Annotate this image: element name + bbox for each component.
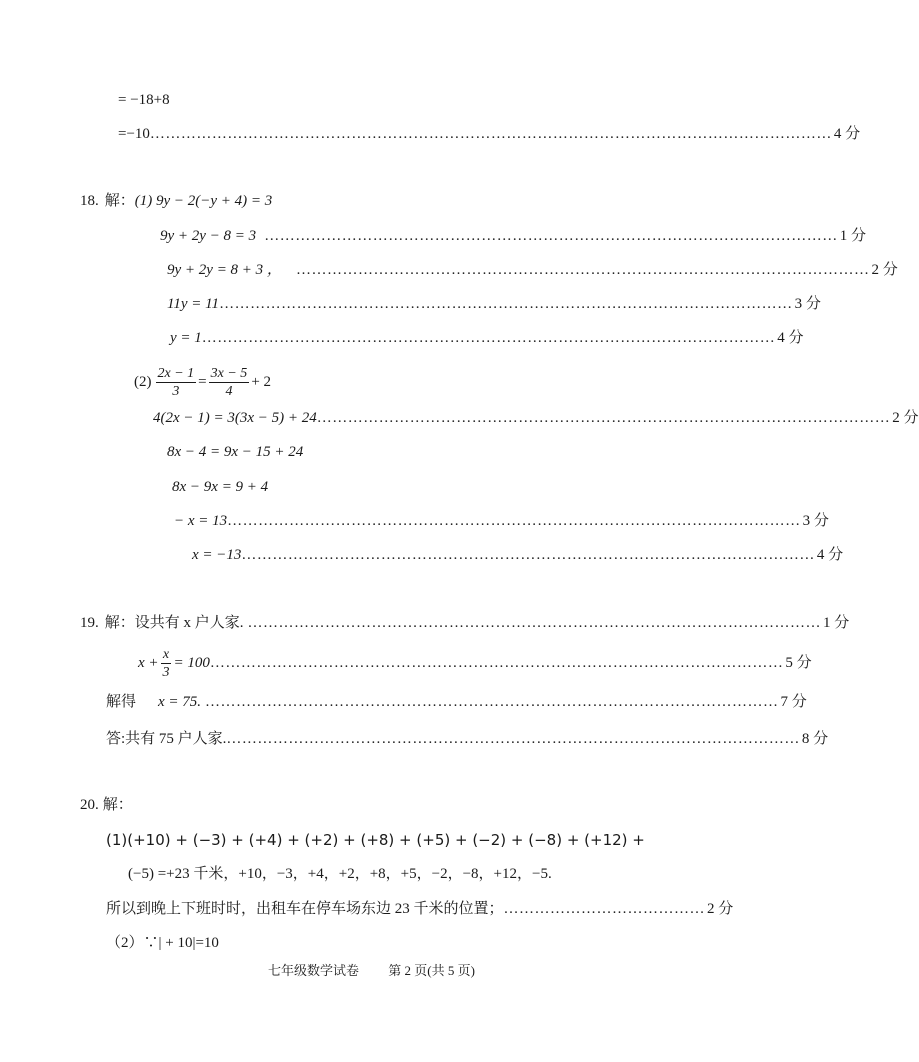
rhs-tail: + 2 xyxy=(251,374,272,390)
step-expr: 9y + 2y = 8 + 3 ， xyxy=(167,262,282,278)
q20-part2-start: （2）∵| + 10|=10 xyxy=(106,935,219,951)
score: 4 分 xyxy=(833,126,861,142)
q20-conclusion: 所以到晚上下班时时，出租车在停车场东边 23 千米的位置； xyxy=(106,901,504,917)
score: 7 分 xyxy=(780,694,807,710)
prev-expr-1: = −18+8 xyxy=(118,92,170,108)
q19-number: 19. xyxy=(80,615,99,631)
footer-page: 第 2 页(共 5 页) xyxy=(388,963,475,978)
eq-tail: = 100 xyxy=(173,655,210,671)
score: 4 分 xyxy=(777,330,804,346)
step-expr: 8x − 9x = 9 + 4 xyxy=(172,479,269,495)
score: 1 分 xyxy=(839,228,866,244)
score: 3 分 xyxy=(802,513,829,529)
q18-step xyxy=(172,477,268,497)
dot-leader: ………………………………………………………………………………………………… xyxy=(226,731,800,747)
prev-expr-2: =−10 xyxy=(118,126,150,142)
q18-step xyxy=(160,226,866,246)
dot-leader: ………………………………………………………………………………………………… xyxy=(201,330,776,346)
rhs-fraction xyxy=(209,365,250,400)
q18-heading xyxy=(80,191,272,211)
q18-step xyxy=(167,294,821,314)
step-expr: 11y = 11 xyxy=(167,296,220,312)
score: 3 分 xyxy=(794,296,821,312)
score: 8 分 xyxy=(801,731,829,747)
q18-step xyxy=(170,328,804,348)
lhs-fraction xyxy=(156,365,197,400)
lhs-denominator: 3 xyxy=(172,383,180,399)
rhs-denominator: 4 xyxy=(225,383,233,399)
eq-lead: x + xyxy=(138,655,159,671)
dot-leader: ………………………………………………………………………………………………… xyxy=(205,694,779,710)
q18-number: 18. xyxy=(80,193,99,209)
dot-leader: ………………………………………………………………………………………………… xyxy=(316,410,891,426)
footer-title: 七年级数学试卷 xyxy=(268,963,360,978)
score: 4 分 xyxy=(816,547,844,563)
dot-leader: ………………………………………………………………………………………………… xyxy=(209,655,784,671)
equals-sign: = xyxy=(198,374,207,390)
q20-line xyxy=(128,864,552,884)
score: 2 分 xyxy=(871,262,898,278)
q19-equation xyxy=(138,643,812,683)
q20-line xyxy=(106,899,734,919)
lhs-numerator: 2x − 1 xyxy=(157,365,195,381)
eq-denominator: 3 xyxy=(162,664,170,680)
q20-heading xyxy=(80,795,133,815)
score: 1 分 xyxy=(823,615,850,631)
prev-line-1 xyxy=(118,90,170,110)
score: 2 分 xyxy=(707,901,734,917)
q18-step xyxy=(192,545,844,565)
dot-leader: ………………………………………………………………………………………………… xyxy=(227,513,801,529)
q19-solve xyxy=(106,692,807,712)
step-expr: y = 1 xyxy=(170,330,202,346)
part2-prefix: (2) xyxy=(134,374,152,390)
q19-setup: 解：设共有 x 户人家. xyxy=(104,615,244,631)
step-expr: x = −13 xyxy=(192,547,242,563)
step-expr: 9y + 2y − 8 = 3 xyxy=(160,228,257,244)
q20-number: 20. xyxy=(80,797,99,813)
dot-leader: …………………………………………………………………………………………………………………… xyxy=(149,126,832,142)
rhs-numerator: 3x − 5 xyxy=(210,365,248,381)
q18-label: 解： xyxy=(104,193,135,209)
dot-leader: ………………………………………………………………………………………………… xyxy=(247,615,822,631)
dot-leader: ………………………………… xyxy=(503,901,706,917)
q18-part1-equation: (1) 9y − 2(−y + 4) = 3 xyxy=(134,193,273,209)
q19-answer xyxy=(106,729,829,749)
q18-step xyxy=(174,511,829,531)
score: 5 分 xyxy=(785,655,812,671)
eq-fraction xyxy=(161,646,172,681)
page-footer xyxy=(268,960,475,979)
q20-sum-expression: (1)(+10) + (−3) + (+4) + (+2) + (+8) + (+5) + (−2) + (−8) + (+12) + xyxy=(106,831,645,849)
step-expr: − x = 13 xyxy=(174,513,228,529)
q19-heading xyxy=(80,613,850,633)
q20-line xyxy=(106,933,219,953)
step-expr: 4(2x − 1) = 3(3x − 5) + 24 xyxy=(153,410,317,426)
solve-expr: x = 75. xyxy=(158,694,202,710)
q18-part2-equation xyxy=(134,362,271,402)
prev-line-2 xyxy=(118,124,861,144)
dot-leader: ………………………………………………………………………………………………… xyxy=(295,262,870,278)
eq-numerator: x xyxy=(162,646,170,662)
q20-sum-result: (−5) =+23 千米，+10，−3，+4，+2，+8，+5，−2，−8，+12，−5. xyxy=(128,866,552,882)
q18-step xyxy=(167,260,898,280)
answer-text: 答:共有 75 户人家. xyxy=(106,731,227,747)
q20-label: 解： xyxy=(102,797,133,813)
dot-leader: ………………………………………………………………………………………………… xyxy=(219,296,793,312)
solve-label: 解得 xyxy=(106,694,137,710)
score: 2 分 xyxy=(892,410,919,426)
dot-leader: ………………………………………………………………………………………………… xyxy=(264,228,838,244)
step-expr: 8x − 4 = 9x − 15 + 24 xyxy=(167,444,304,460)
q18-step xyxy=(167,442,303,462)
q18-step xyxy=(153,408,919,428)
dot-leader: ………………………………………………………………………………………………… xyxy=(241,547,815,563)
q20-line xyxy=(106,830,645,850)
